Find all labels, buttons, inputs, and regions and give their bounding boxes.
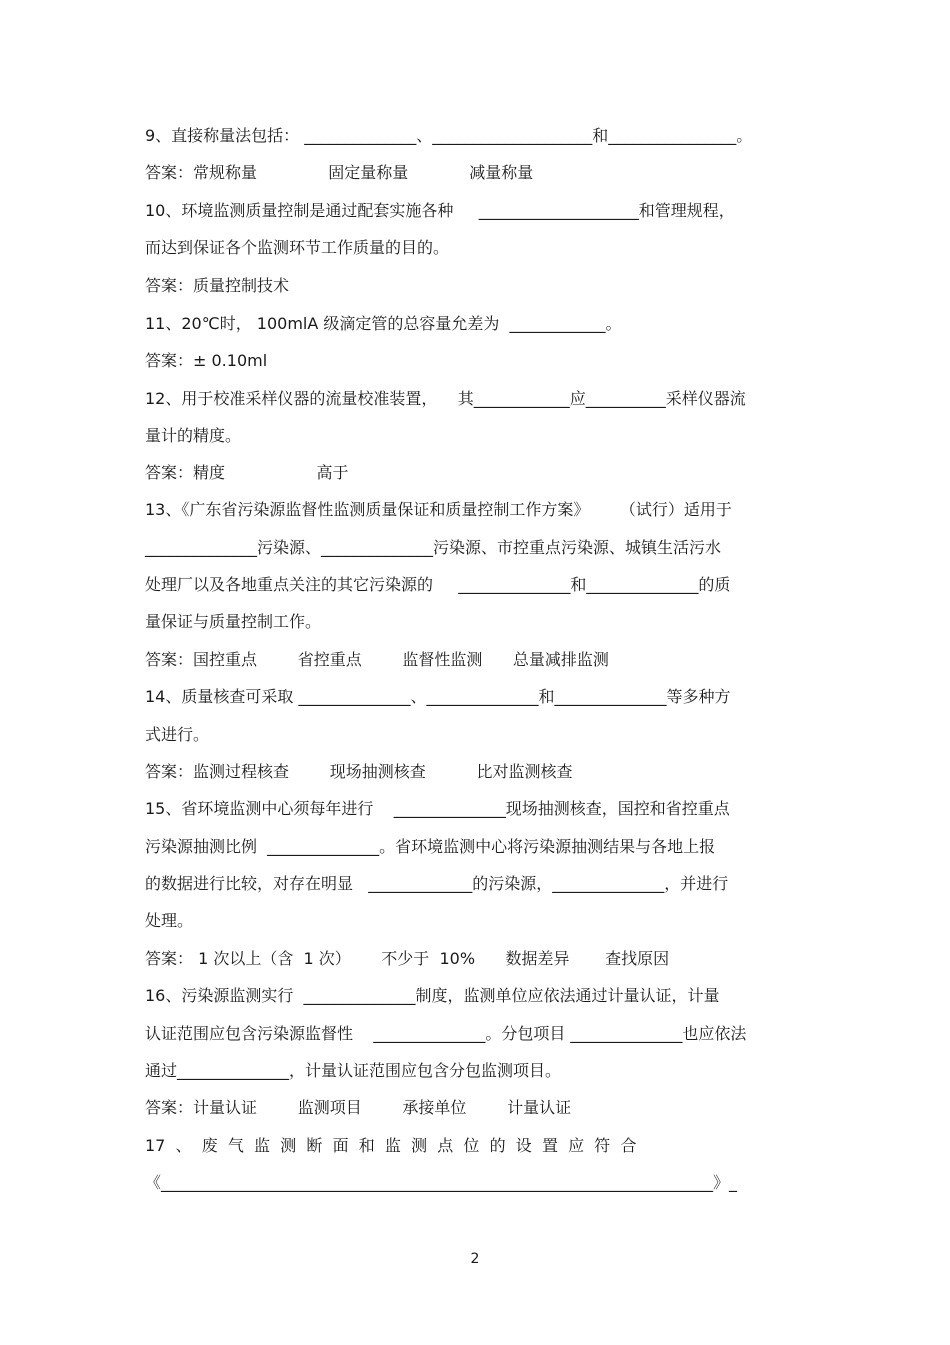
question-16-line-1: 16、污染源监测实行 ______________制度，监测单位应依法通过计量认证，计量: [145, 986, 720, 1005]
question-13-line-4: 量保证与质量控制工作。: [145, 612, 322, 631]
question-17-line-1: 17 、 废 气 监 测 断 面 和 监 测 点 位 的 设 置 应 符 合: [145, 1136, 637, 1155]
question-14-line-2: 式进行。: [145, 725, 210, 744]
question-16-line-2: 认证范围应包含污染源监督性 ______________。分包项目 ______________也应依法: [145, 1024, 747, 1043]
answer-10: 答案：质量控制技术: [145, 276, 290, 295]
answer-12: 答案：精度 高于: [145, 463, 349, 482]
question-12-line-1: 12、用于校准采样仪器的流量校准装置， 其____________应__________采样仪器流: [145, 389, 746, 408]
question-12-line-2: 量计的精度。: [145, 426, 242, 445]
question-15-line-3: 的数据进行比较，对存在明显 _____________的污染源，______________，并进行: [145, 874, 729, 893]
answer-15: 答案： 1 次以上（含 1 次） 不少于 10% 数据差异 查找原因: [145, 949, 670, 968]
question-16-line-3: 通过______________，计量认证范围应包含分包监测项目。: [145, 1061, 562, 1080]
question-9: 9、直接称量法包括： ______________、____________________和________________。: [145, 126, 753, 145]
answer-16: 答案：计量认证 监测项目 承接单位 计量认证: [145, 1098, 572, 1117]
question-17-line-2: 《_____________________________________________________________________》_: [145, 1173, 737, 1192]
answer-13: 答案：国控重点 省控重点 监督性监测 总量减排监测: [145, 650, 609, 669]
answer-11: 答案：± 0.10ml: [145, 351, 268, 370]
question-15-line-2: 污染源抽测比例 ______________。省环境监测中心将污染源抽测结果与各地上报: [145, 837, 716, 856]
question-14-line-1: 14、质量核查可采取 ______________、______________和______________等多种方: [145, 687, 731, 706]
question-13-line-2: ______________污染源、______________污染源、市控重点污染源、城镇生活污水: [145, 538, 722, 557]
answer-14: 答案：监测过程核查 现场抽测核查 比对监测核查: [145, 762, 573, 781]
question-15-line-4: 处理。: [145, 911, 194, 930]
question-13-line-3: 处理厂以及各地重点关注的其它污染源的 ______________和______________的质: [145, 575, 731, 594]
question-10-line-2: 而达到保证各个监测环节工作质量的目的。: [145, 238, 450, 257]
page-number: 2: [470, 1251, 480, 1267]
question-10-line-1: 10、环境监测质量控制是通过配套实施各种 ____________________和管理规程，: [145, 201, 735, 220]
question-13-line-1: 13、《广东省污染源监督性监测质量保证和质量控制工作方案》 （试行）适用于: [145, 500, 732, 519]
question-15-line-1: 15、省环境监测中心须每年进行 ______________现场抽测核查，国控和省控重点: [145, 799, 730, 818]
question-11: 11、20℃时， 100mlA 级滴定管的总容量允差为 ____________。: [145, 314, 622, 333]
answer-9: 答案：常规称量 固定量称量 减量称量: [145, 163, 534, 182]
